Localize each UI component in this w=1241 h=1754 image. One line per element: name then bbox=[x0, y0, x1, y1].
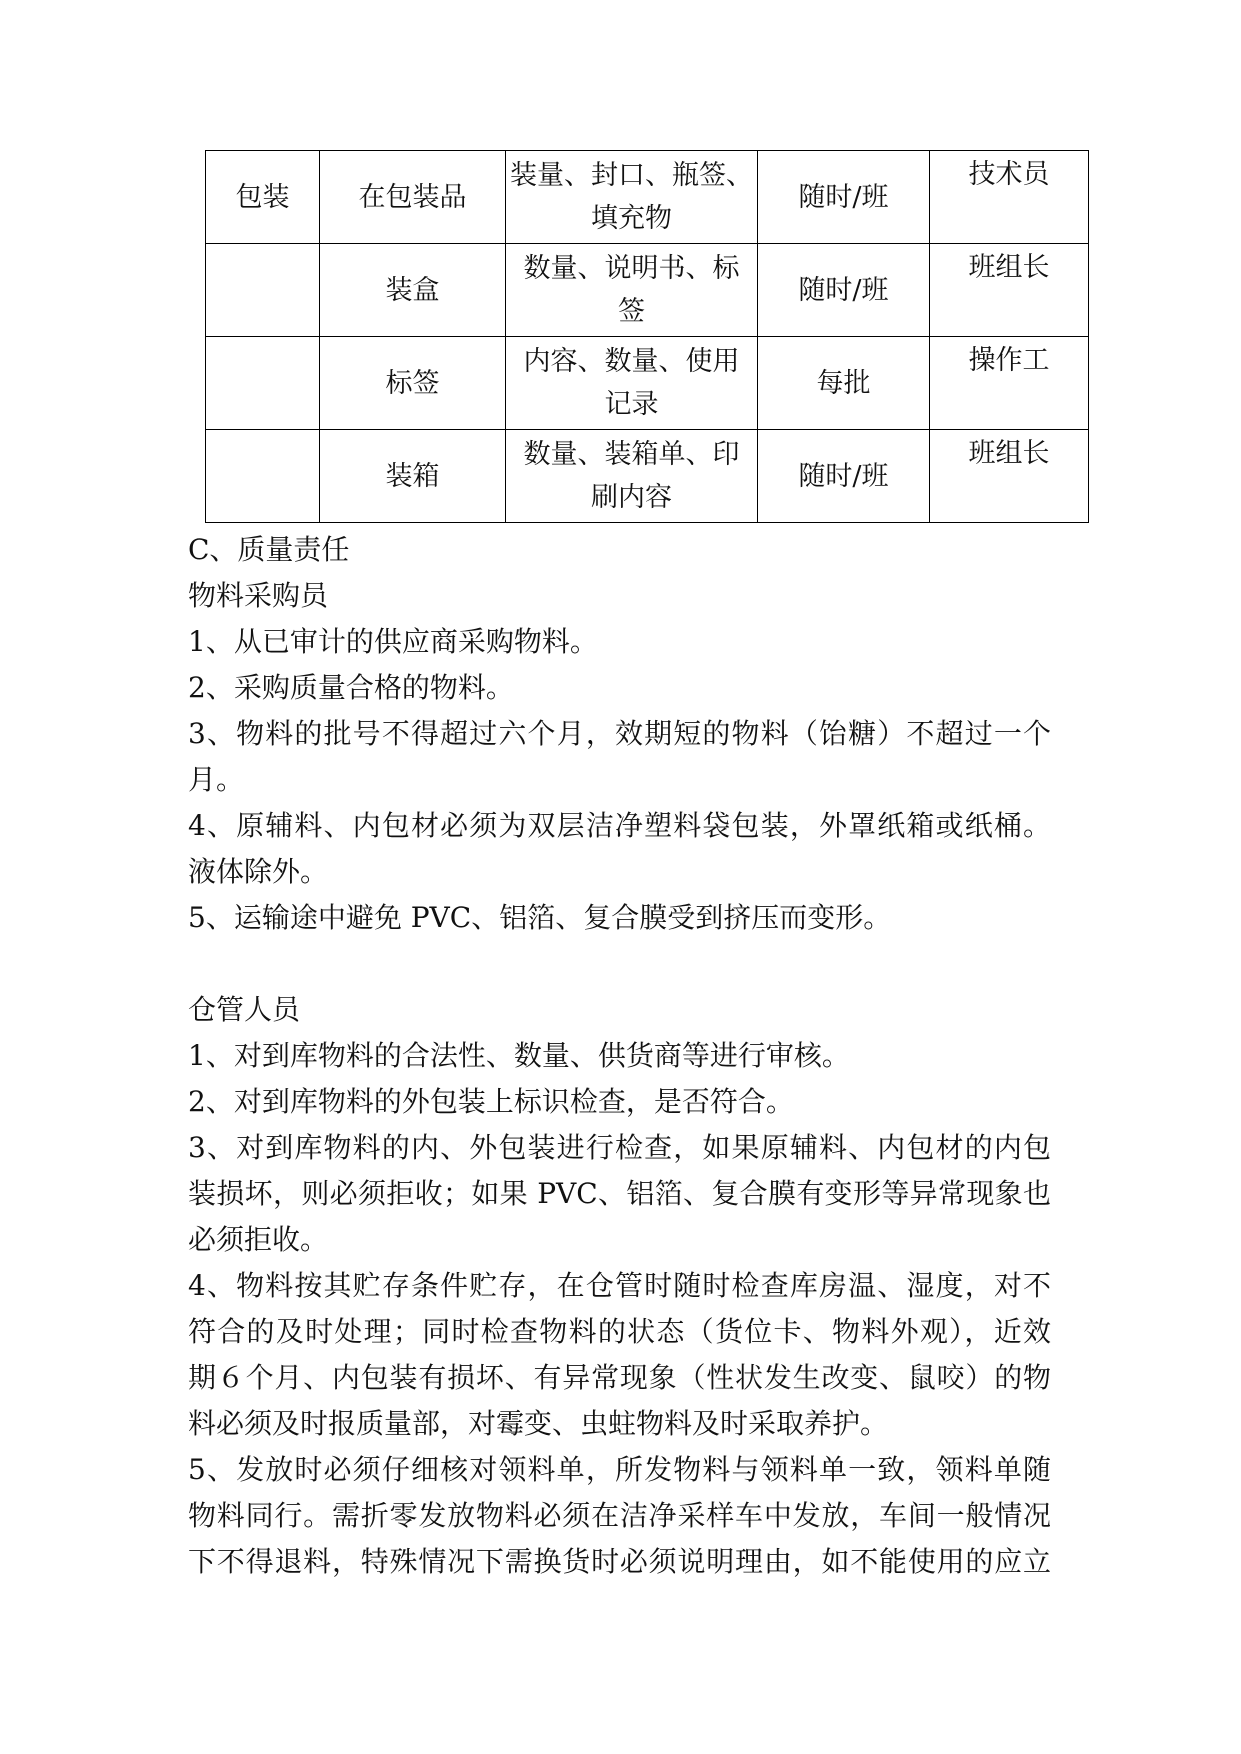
warehouse-item-line: 1、对到库物料的合法性、数量、供货商等进行审核。 bbox=[188, 1039, 850, 1072]
table-row bbox=[206, 430, 1089, 523]
content-line: 签 bbox=[618, 296, 645, 327]
table-row bbox=[206, 151, 1089, 244]
warehouse-item-line: 物料同行。需折零发放物料必须在洁净采样车中发放，车间一般情况 bbox=[188, 1499, 1051, 1532]
warehouse-item-line: 5、发放时必须仔细核对领料单，所发物料与领料单一致，领料单随 bbox=[188, 1453, 1051, 1486]
inspector-cell: 技术员 bbox=[930, 151, 1089, 244]
content-line: 记录 bbox=[604, 389, 659, 420]
content-cell bbox=[506, 151, 758, 244]
content-line: 填充物 bbox=[591, 203, 672, 234]
warehouse-item-line: 料必须及时报质量部，对霉变、虫蛀物料及时采取养护。 bbox=[188, 1407, 889, 1440]
stage-cell bbox=[206, 430, 320, 523]
warehouse-item-line: 3、对到库物料的内、外包装进行检查，如果原辅料、内包材的内包 bbox=[188, 1131, 1051, 1164]
stage-cell bbox=[206, 337, 320, 430]
stage-cell bbox=[206, 244, 320, 337]
inspection-table bbox=[205, 150, 1089, 523]
content-line: 刷内容 bbox=[591, 482, 672, 513]
warehouse-title: 仓管人员 bbox=[188, 993, 301, 1026]
item-cell: 装盒 bbox=[320, 244, 506, 337]
purchaser-item-line: 5、运输途中避免 PVC、铝箔、复合膜受到挤压而变形。 bbox=[188, 901, 892, 934]
purchaser-item-line: 4、原辅料、内包材必须为双层洁净塑料袋包装，外罩纸箱或纸桶。 bbox=[188, 809, 1051, 842]
section-heading: C、质量责任 bbox=[188, 533, 350, 566]
purchaser-item-line: 月。 bbox=[188, 763, 245, 796]
blank-line bbox=[188, 941, 1051, 987]
content-line: 数量、说明书、标 bbox=[523, 253, 740, 284]
warehouse-item-line: 4、物料按其贮存条件贮存，在仓管时随时检查库房温、湿度，对不 bbox=[188, 1269, 1051, 1302]
purchaser-title: 物料采购员 bbox=[188, 579, 329, 612]
item-cell: 装箱 bbox=[320, 430, 506, 523]
warehouse-item-line: 符合的及时处理；同时检查物料的状态（货位卡、物料外观），近效 bbox=[188, 1315, 1051, 1348]
item-cell: 标签 bbox=[320, 337, 506, 430]
content-cell bbox=[506, 337, 758, 430]
purchaser-item-line: 3、物料的批号不得超过六个月，效期短的物料（饴糖）不超过一个 bbox=[188, 717, 1051, 750]
body-text bbox=[188, 527, 1051, 1585]
purchaser-item-line: 液体除外。 bbox=[188, 855, 329, 888]
frequency-cell: 每批 bbox=[758, 337, 930, 430]
table-row bbox=[206, 337, 1089, 430]
table-row bbox=[206, 244, 1089, 337]
inspector-cell: 操作工 bbox=[930, 337, 1089, 430]
content-line: 内容、数量、使用 bbox=[523, 346, 740, 377]
content-line: 数量、装箱单、印 bbox=[523, 439, 740, 470]
warehouse-item-line: 必须拒收。 bbox=[188, 1223, 329, 1256]
content-cell bbox=[506, 244, 758, 337]
content-line: 装量、封口、瓶签、 bbox=[510, 160, 753, 191]
frequency-cell: 随时/班 bbox=[758, 151, 930, 244]
warehouse-item-line: 下不得退料，特殊情况下需换货时必须说明理由，如不能使用的应立 bbox=[188, 1545, 1051, 1578]
warehouse-item-line: 2、对到库物料的外包装上标识检查，是否符合。 bbox=[188, 1085, 794, 1118]
item-cell: 在包装品 bbox=[320, 151, 506, 244]
purchaser-item-line: 2、采购质量合格的物料。 bbox=[188, 671, 514, 704]
inspector-cell: 班组长 bbox=[930, 244, 1089, 337]
warehouse-item-line: 期６个月、内包装有损坏、有异常现象（性状发生改变、鼠咬）的物 bbox=[188, 1361, 1051, 1394]
frequency-cell: 随时/班 bbox=[758, 244, 930, 337]
inspector-cell: 班组长 bbox=[930, 430, 1089, 523]
purchaser-item-line: 1、从已审计的供应商采购物料。 bbox=[188, 625, 598, 658]
warehouse-item-line: 装损坏，则必须拒收；如果 PVC、铝箔、复合膜有变形等异常现象也 bbox=[188, 1177, 1051, 1210]
frequency-cell: 随时/班 bbox=[758, 430, 930, 523]
stage-cell: 包装 bbox=[206, 151, 320, 244]
content-cell bbox=[506, 430, 758, 523]
